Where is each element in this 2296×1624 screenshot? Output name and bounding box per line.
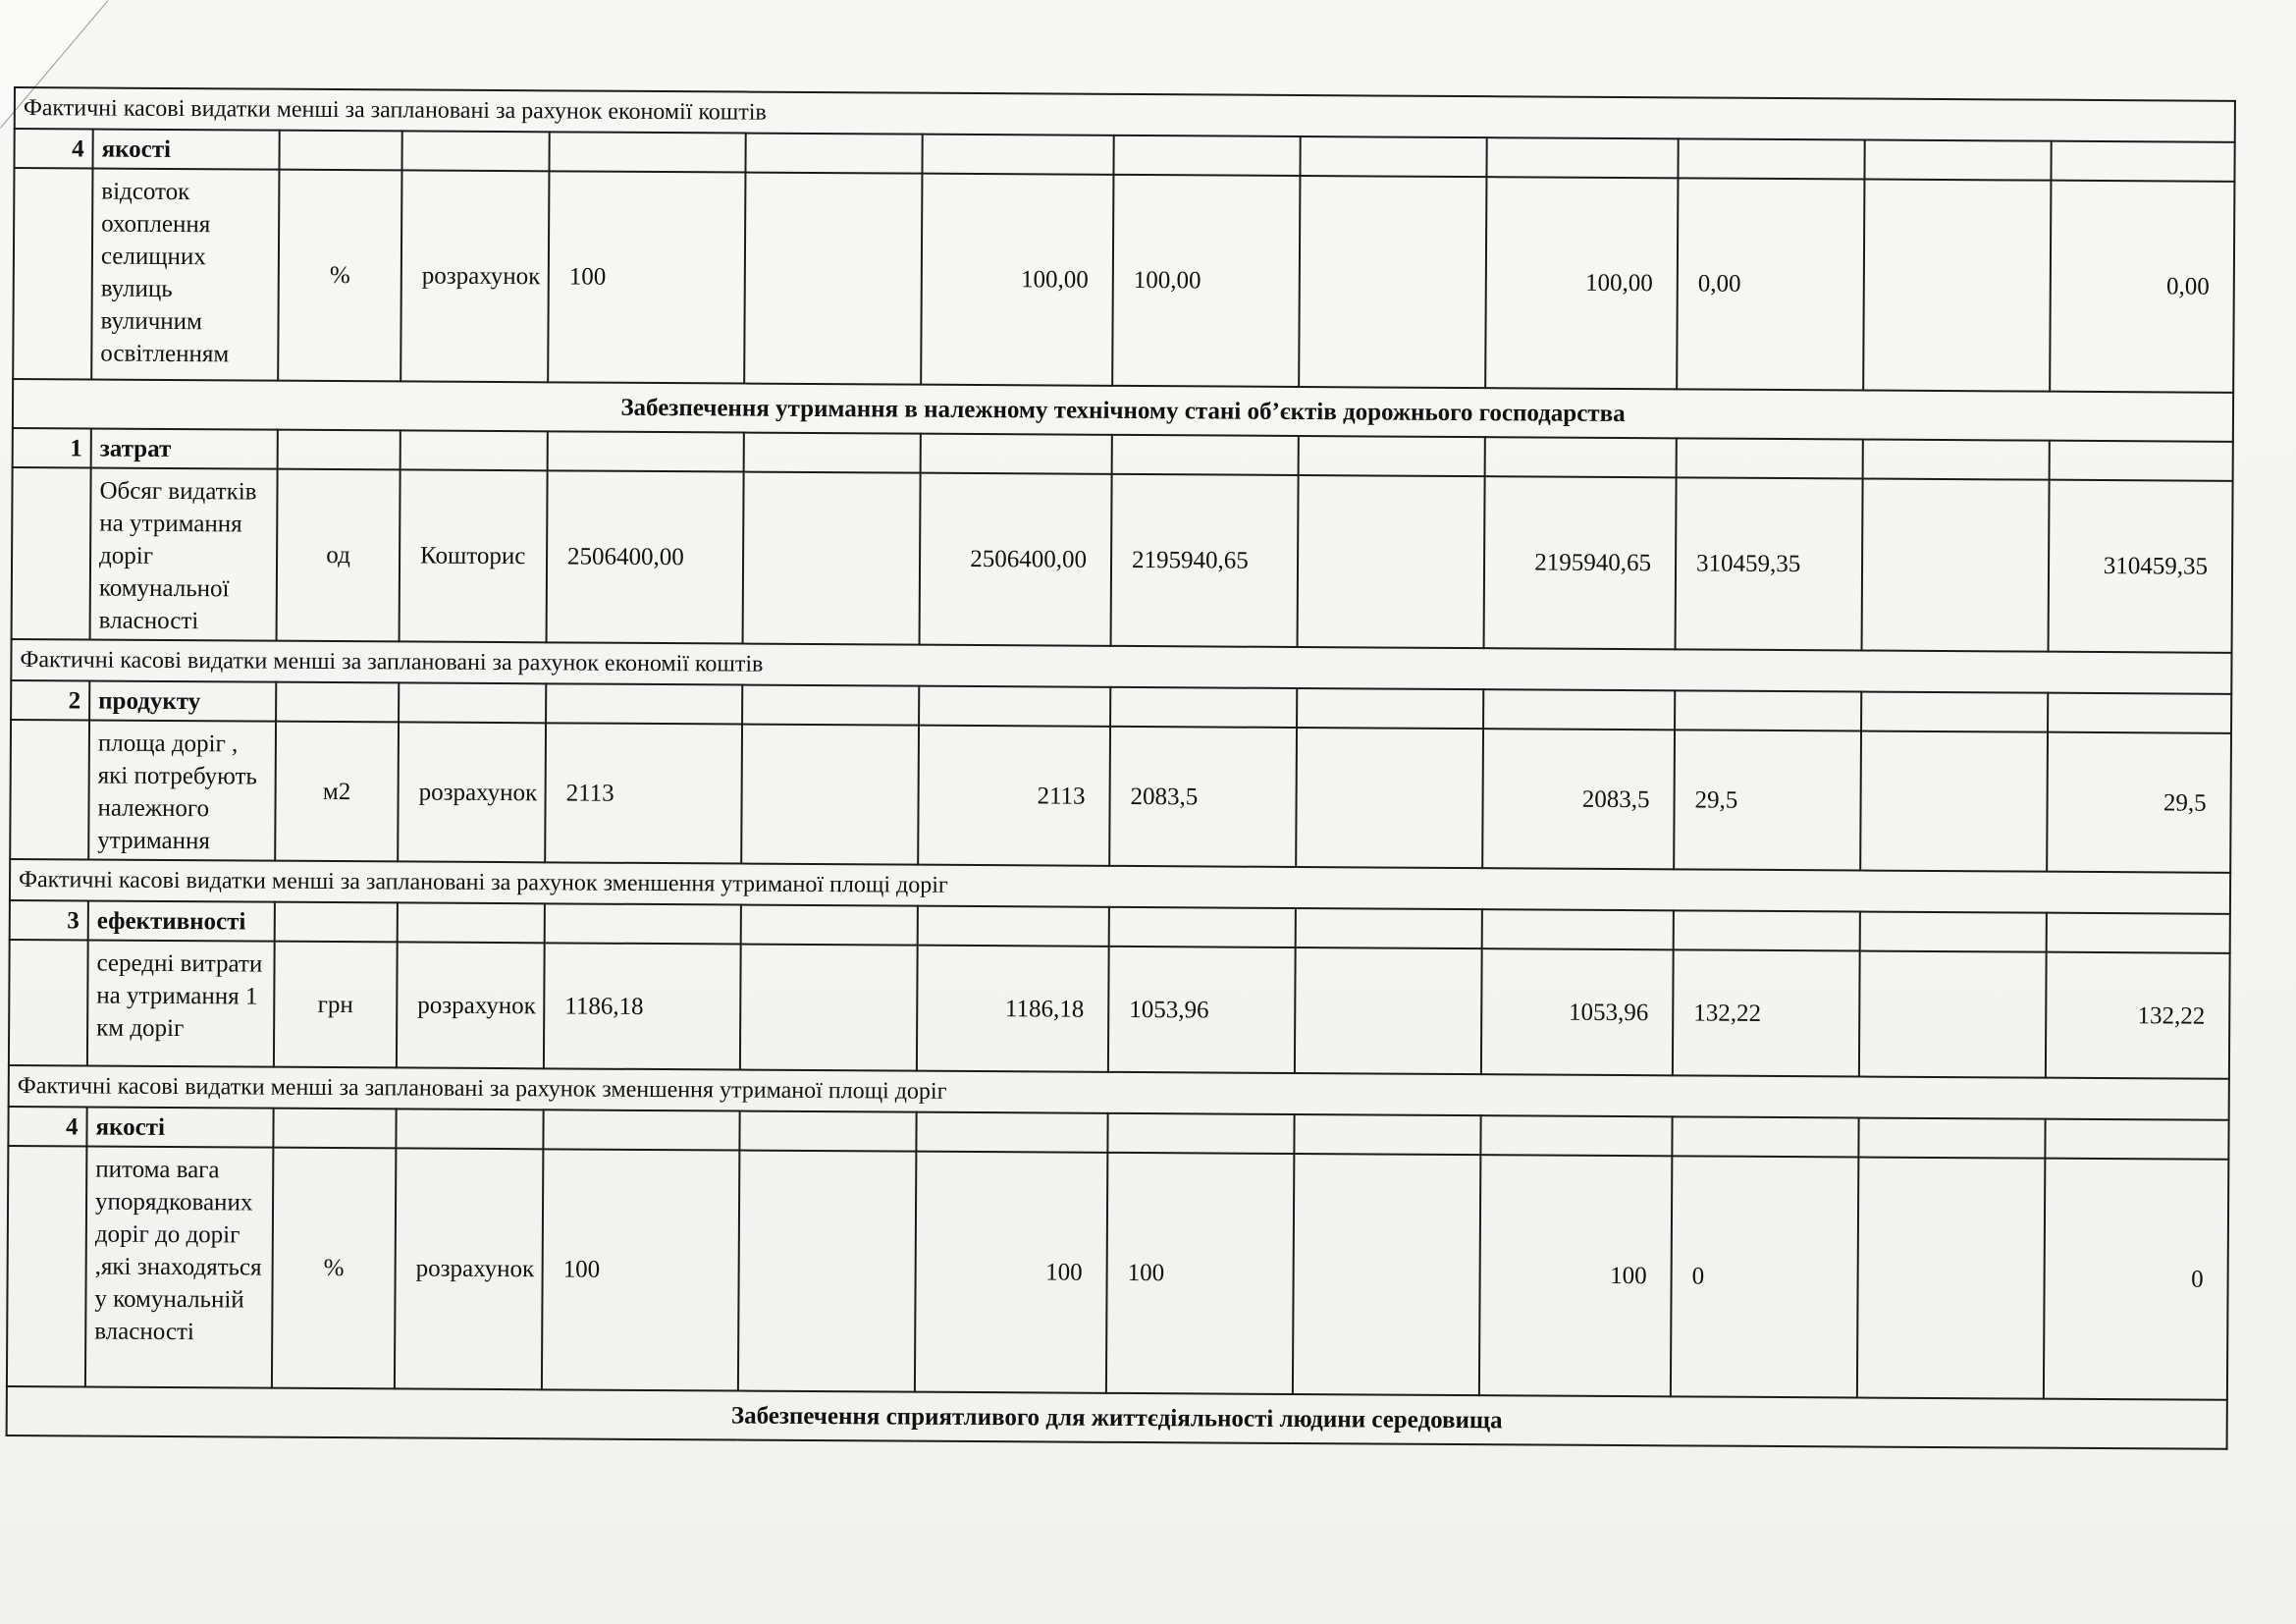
planned-general: 2506400,00 [547, 470, 744, 643]
deviation-total: 29,5 [2047, 732, 2231, 873]
planned-general: 100 [542, 1149, 739, 1390]
indicator-row-area [10, 720, 2231, 873]
group-name: якості [86, 1107, 273, 1147]
group-name: затрат [91, 428, 278, 468]
group-name: якості [92, 129, 279, 169]
group-number: 1 [13, 428, 91, 467]
indicator-name: Обсяг видатків на утримання доріг комунальної власності [90, 467, 278, 640]
indicator-unit: % [272, 1148, 396, 1389]
indicator-source: розрахунок [400, 170, 549, 382]
indicator-unit: грн [274, 942, 398, 1068]
planned-total: 2506400,00 [920, 473, 1112, 646]
actual-general: 2083,5 [1109, 727, 1297, 867]
actual-general: 100,00 [1112, 175, 1300, 387]
group-number: 4 [8, 1107, 86, 1146]
indicator-row-avgcost [9, 940, 2230, 1079]
indicator-row-share [7, 1146, 2228, 1400]
indicator-name: відсоток охоплення селищних вулиць вуличним освітленням [91, 168, 279, 380]
deviation-general: 0,00 [1677, 178, 1864, 390]
indicator-unit: м2 [275, 722, 399, 862]
group-number: 3 [10, 900, 88, 940]
deviation-general: 132,22 [1673, 949, 1860, 1076]
deviation-total: 132,22 [2046, 952, 2230, 1079]
actual-total: 2195940,65 [1484, 476, 1677, 649]
planned-total: 1186,18 [917, 946, 1109, 1072]
indicator-source: розрахунок [398, 722, 546, 862]
deviation-general: 0 [1671, 1156, 1858, 1397]
deviation-total: 0 [2044, 1159, 2229, 1400]
planned-total: 100,00 [921, 174, 1113, 386]
deviation-general: 310459,35 [1676, 477, 1863, 650]
group-name: продукту [89, 680, 276, 721]
group-number: 4 [14, 129, 92, 168]
actual-general: 100 [1106, 1153, 1294, 1394]
actual-total: 100 [1479, 1155, 1672, 1396]
indicator-unit: % [278, 170, 401, 382]
note-text: Фактичні касові видатки менші за заплановані за рахунок економії коштів [15, 87, 2235, 142]
actual-total: 2083,5 [1482, 729, 1675, 869]
planned-general: 100 [548, 171, 745, 383]
group-name: ефективності [88, 900, 275, 941]
indicator-name: площа доріг , які потребують належного утримання [88, 720, 276, 860]
deviation-total: 310459,35 [2049, 480, 2233, 653]
note-text: Фактичні касові видатки менші за заплановані за рахунок зменшення утриманої площі доріг [9, 1065, 2229, 1120]
indicator-source: Кошторис [400, 469, 548, 642]
section-title: Забезпечення утримання в належному технічному стані об’єктів дорожнього господарства [13, 379, 2233, 442]
section-title: Забезпечення сприятливого для життєдіяльності людини середовища [7, 1386, 2227, 1449]
budget-indicators-table [6, 86, 2236, 1450]
actual-total: 1053,96 [1481, 948, 1674, 1075]
indicator-source: розрахунок [397, 942, 545, 1068]
indicator-row-expenses [12, 467, 2233, 653]
actual-general: 1053,96 [1108, 947, 1296, 1073]
planned-general: 1186,18 [544, 943, 741, 1069]
deviation-general: 29,5 [1674, 730, 1861, 870]
group-number: 2 [11, 680, 89, 720]
indicator-name: питома вага упорядкованих доріг до доріг ,які знаходяться у комунальній власності [85, 1146, 273, 1387]
actual-general: 2195940,65 [1111, 474, 1299, 647]
indicator-source: розрахунок [395, 1148, 543, 1389]
planned-general: 2113 [545, 723, 742, 863]
indicator-unit: од [277, 469, 400, 642]
note-text: Фактичні касові видатки менші за заплановані за рахунок економії коштів [11, 639, 2231, 694]
actual-total: 100,00 [1485, 177, 1678, 389]
indicator-name: середні витрати на утримання 1 км доріг [87, 940, 275, 1066]
indicator-row-lighting [13, 168, 2234, 393]
planned-total: 100 [915, 1152, 1107, 1393]
note-text: Фактичні касові видатки менші за заплановані за рахунок зменшення утриманої площі доріг [10, 859, 2230, 914]
planned-total: 2113 [918, 726, 1110, 866]
deviation-total: 0,00 [2050, 181, 2234, 393]
